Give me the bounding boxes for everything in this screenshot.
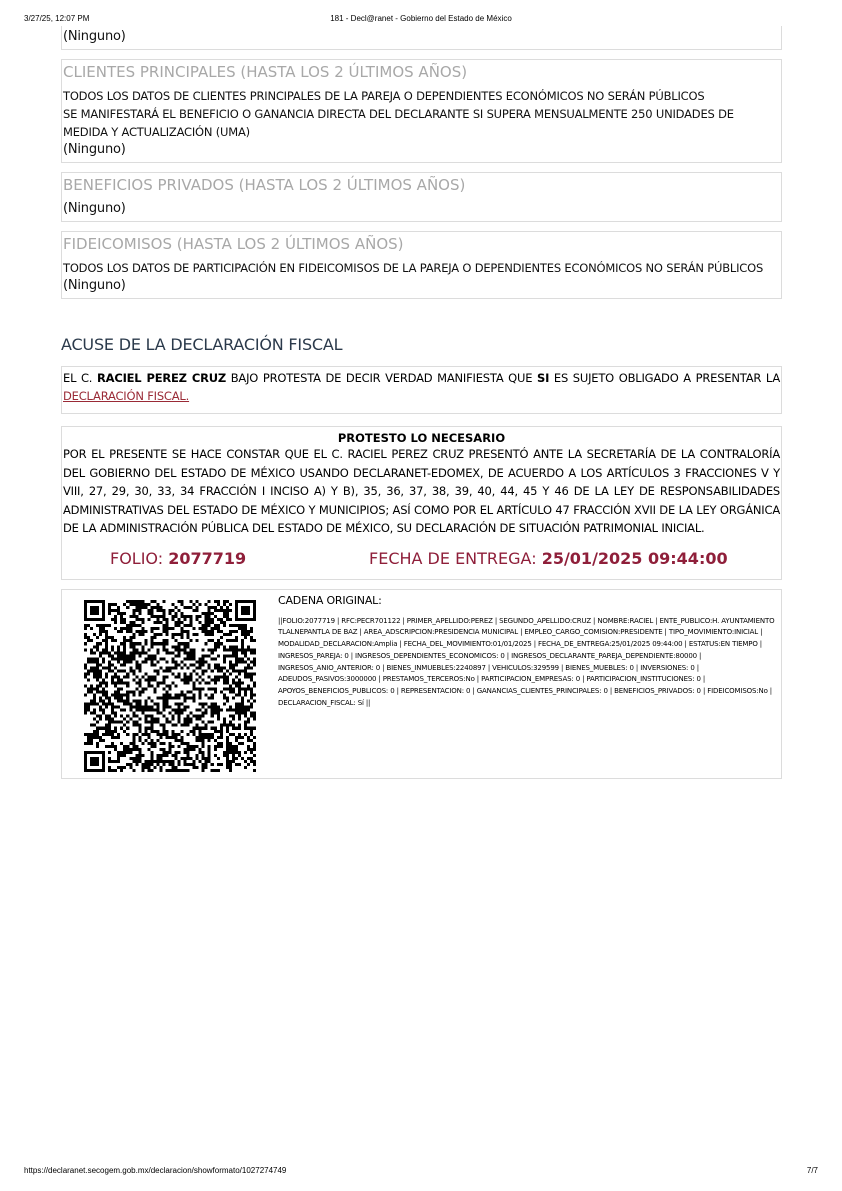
fideicomisos-section [61, 231, 782, 299]
acuse-title: ACUSE DE LA DECLARACIÓN FISCAL [61, 335, 343, 354]
fideicomisos-note: TODOS LOS DATOS DE PARTICIPACIÓN EN FIDEICOMISOS DE LA PAREJA O DEPENDIENTES ECONÓMICOS NO SERÁN PÚBLICOS [63, 261, 764, 275]
folio-row [63, 543, 780, 579]
print-page-number: 7/7 [806, 1166, 818, 1175]
folio [110, 549, 246, 568]
cadena-title: CADENA ORIGINAL: [278, 593, 382, 607]
none-label: (Ninguno) [63, 29, 126, 44]
section-title: FIDEICOMISOS (HASTA LOS 2 ÚLTIMOS AÑOS) [63, 235, 404, 253]
cadena-section [61, 589, 782, 779]
declarant-name: RACIEL PEREZ CRUZ [96, 371, 227, 385]
protesto-text: POR EL PRESENTE SE HACE CONSTAR QUE EL C. RACIEL PEREZ CRUZ PRESENTÓ ANTE LA SECRETARÍA DE LA CONTRALORÍA DEL GOBIERNO DEL ESTADO DE MÉXICO USANDO DECLARANET-EDOMEX, DE ACUERDO A LOS ARTÍCULOS 3 FRACCIONES V Y VIII, 27, 29, 30, 33, 34 FRACCIÓN I INCISO A) Y B), 35, 36, 37, 38, 39, 40, 44, 45 Y 46 DE LA LEY DE RESPONSABILIDADES ADMINISTRATIVAS DEL ESTADO DE MÉXICO Y MUNICIPIOS; ASÍ COMO POR EL ARTÍCULO 47 FRACCIÓN XVII DE LA LEY ORGÁNICA DE LA ADMINISTRACIÓN PÚBLICA DEL ESTADO DE MÉXICO, SU DECLARACIÓN DE SITUACIÓN PATRIMONIAL INICIAL. [63, 447, 780, 535]
fecha-entrega [369, 549, 728, 568]
cadena-text: ||FOLIO:2077719 | RFC:PECR701122 | PRIMER_APELLIDO:PEREZ | SEGUNDO_APELLIDO:CRUZ | NOMBRE:RACIEL | ENTE_PUBLICO:H. AYUNTAMIENTO TLALNEPANTLA DE BAZ | AREA_ADSCRIPCION:PRESIDENCIA MUNICIPAL | EMPLEO_CARGO_COMISION:PRESIDENTE | TIPO_MOVIMIENTO:INICIAL | MODALIDAD_DECLARACION:Amplia | FECHA_DEL_MOVIMIENTO:01/01/2025 | FECHA_DE_ENTREGA:25/01/2025 09:44:00 | ESTATUS:EN TIEMPO | INGRESOS_PAREJA: 0 | INGRESOS_DEPENDIENTES_ECONOMICOS: 0 | INGRESOS_DECLARANTE_PAREJA_DEPENDIENTE:80000 | INGRESOS_ANIO_ANTERIOR: 0 | BIENES_INMUEBLES:2240897 | VEHICULOS:329599 | BIENES_MUEBLES: 0 | INVERSIONES: 0 | ADEUDOS_PASIVOS:3000000 | PRESTAMOS_TERCEROS:No | PARTICIPACION_EMPRESAS: 0 | PARTICIPACION_INSTITUCIONES: 0 | APOYOS_BENEFICIOS_PUBLICOS: 0 | REPRESENTACION: 0 | GANANCIAS_CLIENTES_PRINCIPALES: 0 | BENEFICIOS_PRIVADOS: 0 | FIDEICOMISOS:No | DECLARACION_FISCAL: Sí || [278, 616, 775, 708]
folio-label: FOLIO: [110, 548, 164, 568]
folio-value: 2077719 [168, 548, 247, 568]
clientes-note-2: SE MANIFESTARÁ EL BENEFICIO O GANANCIA DIRECTA DEL DECLARANTE SI SUPERA MENSUALMENTE 250 UNIDADES DE MEDIDA Y ACTUALIZACIÓN (UMA) [63, 107, 734, 139]
beneficios-section [61, 172, 782, 222]
acuse-suffix: ES SUJETO OBLIGADO A PRESENTAR LA [553, 371, 780, 385]
section-title: CLIENTES PRINCIPALES (HASTA LOS 2 ÚLTIMOS AÑOS) [63, 63, 468, 81]
none-label: (Ninguno) [63, 201, 126, 216]
print-header [24, 14, 818, 26]
fecha-label: FECHA DE ENTREGA: [369, 548, 537, 568]
print-datetime: 3/27/25, 12:07 PM [24, 14, 90, 23]
section-title: BENEFICIOS PRIVADOS (HASTA LOS 2 ÚLTIMOS AÑOS) [63, 176, 466, 194]
print-footer [24, 1166, 818, 1178]
previous-section-box [61, 26, 782, 50]
none-label: (Ninguno) [63, 142, 126, 157]
cadena-original [278, 594, 775, 710]
protesto-title: PROTESTO LO NECESARIO [337, 431, 506, 445]
document-content [61, 26, 782, 788]
clientes-note-1: TODOS LOS DATOS DE CLIENTES PRINCIPALES DE LA PAREJA O DEPENDIENTES ECONÓMICOS NO SERÁN PÚBLICOS [63, 89, 705, 103]
clientes-section [61, 59, 782, 163]
acuse-si: SI [537, 371, 550, 385]
fecha-value: 25/01/2025 09:44:00 [541, 548, 728, 568]
qr-code-icon [84, 600, 256, 772]
print-url: https://declaranet.secogem.gob.mx/declaracion/showformato/1027274749 [24, 1166, 287, 1175]
none-label: (Ninguno) [63, 278, 126, 293]
declaracion-fiscal-link[interactable]: DECLARACIÓN FISCAL. [63, 389, 190, 403]
acuse-middle: BAJO PROTESTA DE DECIR VERDAD MANIFIESTA QUE [230, 371, 533, 385]
protesto-section [61, 426, 782, 580]
print-page-title: 181 - Decl@ranet - Gobierno del Estado de México [330, 14, 512, 23]
acuse-statement [61, 366, 782, 414]
acuse-prefix: EL C. [63, 371, 93, 385]
